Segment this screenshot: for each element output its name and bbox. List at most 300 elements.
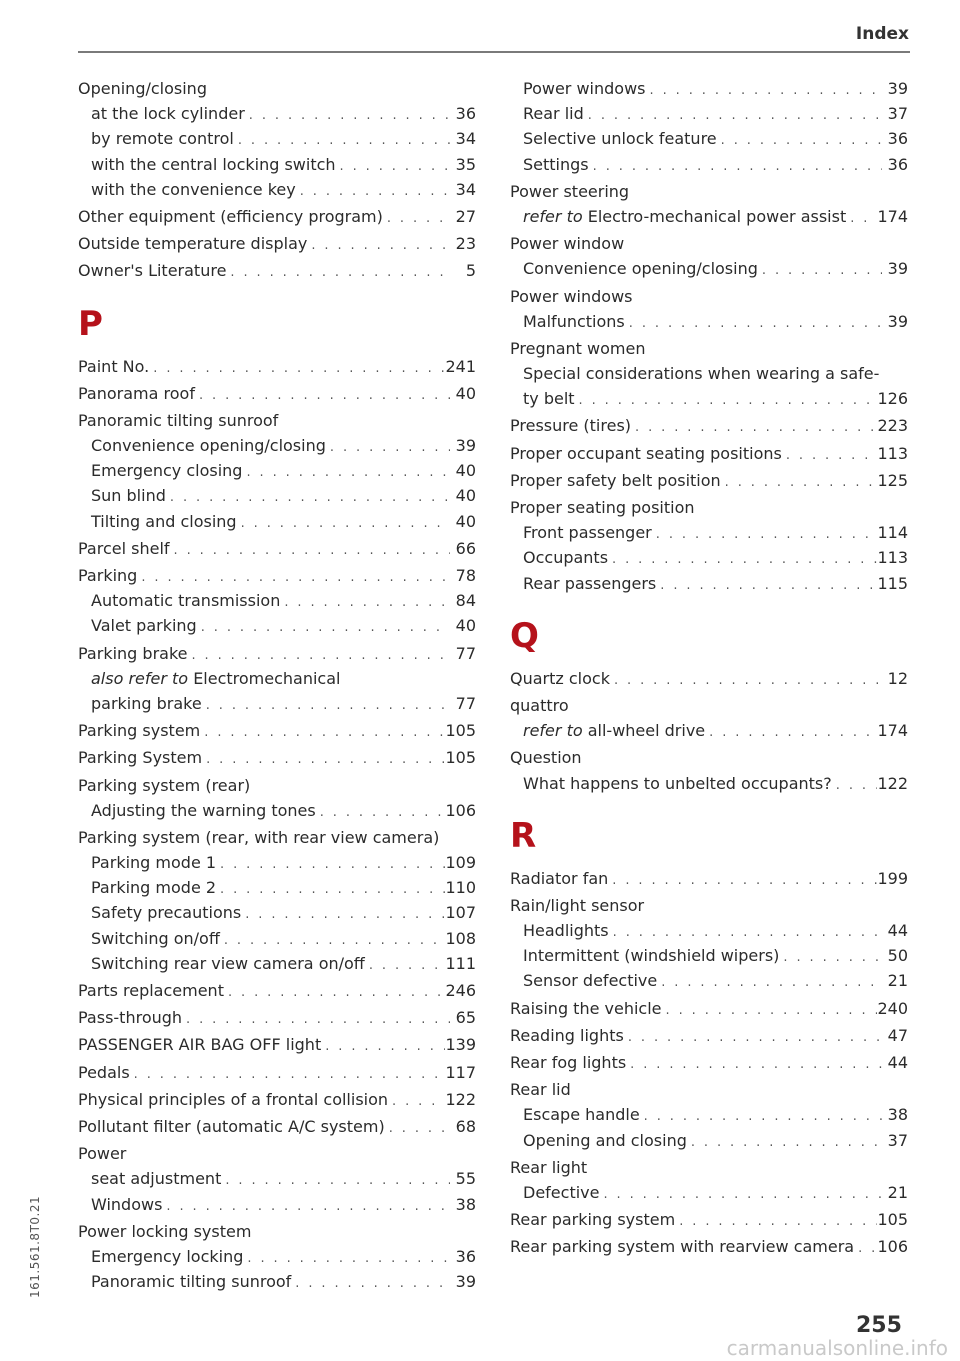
index-entry[interactable] bbox=[510, 204, 908, 229]
index-entry[interactable] bbox=[78, 354, 476, 379]
entry-text: Raising the vehicle bbox=[510, 998, 662, 1018]
entry-label bbox=[510, 745, 582, 770]
dot-leader bbox=[321, 1034, 445, 1059]
entry-page-number[interactable]: 199 bbox=[877, 868, 908, 888]
entry-page-number[interactable]: 55 bbox=[455, 1169, 476, 1189]
entry-page-number[interactable]: 40 bbox=[455, 616, 476, 636]
index-entry[interactable] bbox=[510, 1077, 908, 1102]
entry-label bbox=[91, 101, 245, 126]
entry-label bbox=[510, 336, 645, 361]
dot-leader bbox=[326, 435, 450, 460]
index-entry[interactable] bbox=[78, 258, 476, 283]
entry-page-number[interactable]: 35 bbox=[455, 154, 476, 174]
entry-page-number[interactable]: 106 bbox=[445, 800, 476, 820]
entry-text: with the convenience key bbox=[91, 179, 296, 199]
index-entry[interactable] bbox=[510, 545, 908, 570]
entry-label bbox=[78, 745, 202, 770]
dot-leader bbox=[162, 1194, 450, 1219]
index-entry[interactable] bbox=[78, 825, 476, 850]
entry-label bbox=[78, 1087, 388, 1112]
index-entry[interactable] bbox=[78, 1141, 476, 1166]
index-entry[interactable] bbox=[510, 968, 908, 993]
index-entry[interactable] bbox=[78, 1005, 476, 1030]
index-entry[interactable] bbox=[510, 309, 908, 334]
dot-leader bbox=[388, 1089, 445, 1114]
index-entry[interactable] bbox=[510, 1128, 908, 1153]
entry-label bbox=[91, 1244, 243, 1269]
entry-label bbox=[510, 866, 608, 891]
index-entry[interactable] bbox=[510, 126, 908, 151]
entry-label bbox=[510, 1207, 675, 1232]
index-entry[interactable] bbox=[510, 1234, 908, 1259]
entry-label bbox=[78, 1032, 321, 1057]
index-entry[interactable] bbox=[510, 520, 908, 545]
entry-label bbox=[91, 588, 280, 613]
entry-text: Panorama roof bbox=[78, 383, 195, 403]
entry-page-number[interactable]: 12 bbox=[887, 668, 908, 688]
entry-page-number[interactable]: 111 bbox=[445, 953, 476, 973]
entry-page-number[interactable]: 77 bbox=[455, 693, 476, 713]
entry-page-number[interactable]: 37 bbox=[887, 1130, 908, 1150]
dot-leader bbox=[220, 928, 446, 953]
entry-text: Tilting and closing bbox=[91, 511, 237, 531]
entry-label bbox=[523, 386, 575, 411]
entry-text: Safety precautions bbox=[91, 903, 242, 923]
entry-page-number[interactable]: 105 bbox=[445, 721, 476, 741]
entry-text: Radiator fan bbox=[510, 868, 609, 888]
index-entry[interactable] bbox=[78, 483, 476, 508]
entry-label bbox=[78, 231, 307, 256]
entry-label bbox=[91, 126, 234, 151]
dot-leader bbox=[608, 547, 877, 572]
dot-leader bbox=[166, 485, 450, 510]
dot-leader bbox=[610, 668, 882, 693]
index-entry[interactable] bbox=[510, 866, 908, 891]
entry-label bbox=[523, 1180, 599, 1205]
index-entry[interactable] bbox=[78, 381, 476, 406]
entry-text: Parking bbox=[78, 566, 138, 585]
entry-text: Pass-through bbox=[78, 1008, 183, 1028]
entry-label bbox=[91, 798, 316, 823]
entry-page-number[interactable]: 23 bbox=[455, 234, 476, 254]
index-entry[interactable] bbox=[78, 1060, 476, 1085]
entry-text: PASSENGER AIR BAG OFF light bbox=[78, 1035, 322, 1055]
page-number: 255 bbox=[856, 1313, 902, 1338]
index-entry[interactable] bbox=[78, 641, 476, 666]
dot-leader bbox=[200, 720, 445, 745]
entry-label bbox=[78, 536, 170, 561]
dot-leader bbox=[216, 877, 445, 902]
entry-text: Electromechanical bbox=[193, 668, 341, 688]
entry-label bbox=[523, 152, 589, 177]
entry-label bbox=[510, 179, 629, 204]
entry-text: Headlights bbox=[523, 921, 609, 941]
index-entry[interactable] bbox=[78, 588, 476, 613]
entry-text: Rear passengers bbox=[523, 573, 657, 593]
index-entry[interactable] bbox=[510, 1155, 908, 1180]
index-entry[interactable] bbox=[510, 918, 908, 943]
entry-text: Question bbox=[510, 748, 582, 768]
entry-page-number[interactable]: 36 bbox=[887, 129, 908, 149]
entry-page-number[interactable]: 117 bbox=[445, 1062, 476, 1082]
entry-text: seat adjustment bbox=[91, 1169, 222, 1189]
index-entry[interactable] bbox=[510, 152, 908, 177]
entry-text: Pressure (tires) bbox=[510, 416, 632, 436]
entry-label bbox=[510, 495, 695, 520]
watermark: carmanualsonline.info bbox=[726, 1336, 948, 1360]
entry-page-number[interactable]: 34 bbox=[455, 179, 476, 199]
entry-text: Opening/closing bbox=[78, 79, 207, 98]
entry-page-number[interactable]: 27 bbox=[455, 206, 476, 226]
entry-text: Malfunctions bbox=[523, 311, 625, 331]
entry-page-number[interactable]: 47 bbox=[887, 1025, 908, 1045]
entry-text: Pedals bbox=[78, 1062, 130, 1082]
entry-text: parking brake bbox=[91, 693, 202, 713]
index-entry[interactable] bbox=[510, 745, 908, 770]
entry-page-number[interactable]: 174 bbox=[877, 721, 908, 741]
index-entry[interactable] bbox=[510, 101, 908, 126]
entry-label bbox=[523, 718, 705, 743]
index-entry[interactable] bbox=[510, 1207, 908, 1232]
entry-label bbox=[510, 893, 644, 918]
index-entry[interactable] bbox=[78, 408, 476, 433]
index-entry[interactable] bbox=[78, 613, 476, 638]
entry-page-number[interactable]: 39 bbox=[887, 79, 908, 98]
dot-leader bbox=[687, 1130, 882, 1155]
entry-label bbox=[78, 1219, 251, 1244]
index-entry[interactable] bbox=[78, 563, 476, 588]
entry-page-number[interactable]: 240 bbox=[877, 998, 908, 1018]
entry-text: What happens to unbelted occupants? bbox=[523, 773, 832, 793]
entry-text: Parcel shelf bbox=[78, 538, 170, 558]
entry-page-number[interactable]: 65 bbox=[455, 1008, 476, 1028]
index-entry[interactable] bbox=[510, 1102, 908, 1127]
index-entry[interactable] bbox=[78, 1219, 476, 1244]
index-entry[interactable] bbox=[78, 1244, 476, 1269]
entry-label bbox=[510, 1077, 571, 1102]
entry-page-number[interactable]: 122 bbox=[877, 773, 908, 793]
entry-label bbox=[91, 483, 166, 508]
entry-text: Pollutant filter (automatic A/C system) bbox=[78, 1116, 385, 1136]
entry-label bbox=[78, 773, 250, 798]
entry-page-number[interactable]: 78 bbox=[455, 566, 476, 585]
entry-page-number[interactable]: 241 bbox=[445, 356, 476, 376]
entry-page-number[interactable]: 139 bbox=[445, 1035, 476, 1055]
dot-leader bbox=[383, 206, 450, 231]
entry-page-number[interactable]: 40 bbox=[455, 486, 476, 506]
entry-label bbox=[523, 545, 608, 570]
dot-leader bbox=[149, 356, 445, 381]
entry-page-number[interactable]: 66 bbox=[455, 538, 476, 558]
index-entry[interactable] bbox=[78, 745, 476, 770]
entry-page-number[interactable]: 36 bbox=[455, 104, 476, 124]
entry-label bbox=[78, 1005, 182, 1030]
index-entry[interactable] bbox=[510, 718, 908, 743]
index-entry[interactable] bbox=[78, 978, 476, 1003]
entry-text: Switching rear view camera on/off bbox=[91, 953, 365, 973]
index-entry[interactable] bbox=[78, 458, 476, 483]
dot-leader bbox=[646, 78, 883, 103]
entry-text: Intermittent (windshield wipers) bbox=[523, 946, 780, 966]
index-entry[interactable] bbox=[510, 441, 908, 466]
entry-text: Pregnant women bbox=[510, 338, 646, 358]
dot-leader bbox=[675, 1209, 877, 1234]
entry-label bbox=[91, 691, 202, 716]
entry-page-number[interactable]: 39 bbox=[887, 311, 908, 331]
entry-label bbox=[523, 520, 652, 545]
entry-page-number[interactable]: 39 bbox=[887, 259, 908, 279]
entry-page-number[interactable]: 122 bbox=[445, 1089, 476, 1109]
dot-leader bbox=[758, 258, 882, 283]
index-entry[interactable] bbox=[78, 900, 476, 925]
entry-label bbox=[78, 408, 278, 433]
index-entry[interactable] bbox=[510, 1180, 908, 1205]
index-entry[interactable] bbox=[510, 943, 908, 968]
entry-page-number[interactable]: 68 bbox=[455, 1116, 476, 1136]
entry-page-number[interactable]: 5 bbox=[465, 261, 476, 281]
index-entry[interactable] bbox=[510, 893, 908, 918]
entry-label bbox=[78, 978, 224, 1003]
entry-page-number[interactable]: 40 bbox=[455, 383, 476, 403]
entry-page-number[interactable]: 107 bbox=[445, 903, 476, 923]
section-letter: Q bbox=[510, 615, 539, 656]
entry-label bbox=[78, 76, 207, 101]
entry-page-number[interactable]: 21 bbox=[887, 971, 908, 991]
entry-page-number[interactable]: 44 bbox=[887, 1053, 908, 1072]
index-entry[interactable] bbox=[78, 177, 476, 202]
index-entry[interactable] bbox=[78, 850, 476, 875]
index-entry[interactable] bbox=[510, 1023, 908, 1048]
entry-text: Opening and closing bbox=[523, 1130, 687, 1150]
index-entry[interactable] bbox=[78, 666, 476, 691]
index-entry[interactable] bbox=[78, 101, 476, 126]
entry-text: Parking mode 1 bbox=[91, 853, 217, 873]
entry-text: Physical principles of a frontal collision bbox=[78, 1089, 389, 1109]
entry-text: at the lock cylinder bbox=[91, 104, 245, 124]
entry-page-number[interactable]: 113 bbox=[877, 548, 908, 568]
entry-page-number[interactable]: 77 bbox=[455, 643, 476, 663]
index-entry[interactable] bbox=[78, 204, 476, 229]
entry-label bbox=[91, 900, 241, 925]
entry-text: Parking system (rear) bbox=[78, 775, 251, 795]
index-entry[interactable] bbox=[78, 926, 476, 951]
index-entry[interactable] bbox=[510, 996, 908, 1021]
entry-label bbox=[510, 996, 662, 1021]
index-entry[interactable] bbox=[510, 336, 908, 361]
dot-leader bbox=[575, 388, 878, 413]
entry-text: Emergency locking bbox=[91, 1246, 244, 1266]
entry-page-number[interactable]: 126 bbox=[877, 389, 908, 409]
index-entry[interactable] bbox=[78, 509, 476, 534]
dot-leader bbox=[599, 1182, 882, 1207]
index-entry[interactable] bbox=[510, 1050, 908, 1075]
entry-text: Power bbox=[78, 1144, 127, 1164]
index-entry[interactable] bbox=[510, 693, 908, 718]
entry-page-number[interactable]: 113 bbox=[877, 443, 908, 463]
entry-page-number[interactable]: 84 bbox=[455, 591, 476, 611]
index-entry[interactable] bbox=[78, 231, 476, 256]
entry-text: Power locking system bbox=[78, 1221, 252, 1241]
entry-label bbox=[523, 256, 758, 281]
index-entry[interactable] bbox=[78, 433, 476, 458]
entry-text: Emergency closing bbox=[91, 461, 243, 481]
index-entry[interactable] bbox=[510, 284, 908, 309]
index-entry[interactable] bbox=[510, 76, 908, 101]
dot-leader bbox=[626, 1052, 882, 1077]
index-entry[interactable] bbox=[78, 951, 476, 976]
entry-label bbox=[91, 433, 326, 458]
entry-label bbox=[91, 926, 220, 951]
entry-text: Occupants bbox=[523, 548, 609, 568]
entry-page-number[interactable]: 125 bbox=[877, 470, 908, 490]
index-entry[interactable] bbox=[510, 495, 908, 520]
entry-page-number[interactable]: 39 bbox=[455, 436, 476, 456]
index-entry[interactable] bbox=[78, 1192, 476, 1217]
entry-text: Rear parking system with rearview camera bbox=[510, 1237, 855, 1257]
index-entry[interactable] bbox=[78, 875, 476, 900]
index-entry[interactable] bbox=[78, 1087, 476, 1112]
dot-leader bbox=[202, 693, 450, 718]
entry-label bbox=[91, 1269, 291, 1294]
index-entry[interactable] bbox=[510, 179, 908, 204]
index-entry[interactable] bbox=[78, 718, 476, 743]
entry-page-number[interactable]: 21 bbox=[887, 1182, 908, 1202]
entry-text: Proper occupant seating positions bbox=[510, 443, 782, 463]
page-header-title: Index bbox=[855, 24, 909, 44]
index-entry[interactable] bbox=[510, 386, 908, 411]
entry-page-number[interactable]: 109 bbox=[445, 853, 476, 873]
entry-label bbox=[523, 771, 832, 796]
index-entry[interactable] bbox=[510, 413, 908, 438]
index-entry[interactable] bbox=[78, 1166, 476, 1191]
entry-page-number[interactable]: 40 bbox=[455, 461, 476, 481]
dot-leader bbox=[316, 800, 446, 825]
entry-text: Parking system (rear, with rear view camera) bbox=[78, 827, 440, 847]
entry-label bbox=[91, 1192, 162, 1217]
entry-page-number[interactable]: 50 bbox=[887, 946, 908, 966]
entry-label bbox=[510, 413, 631, 438]
index-entry[interactable] bbox=[510, 231, 908, 256]
entry-text: Power windows bbox=[523, 79, 646, 98]
dot-leader bbox=[137, 565, 450, 590]
entry-page-number[interactable]: 36 bbox=[455, 1246, 476, 1266]
entry-page-number[interactable]: 38 bbox=[455, 1194, 476, 1214]
index-entry[interactable] bbox=[510, 361, 908, 386]
entry-label bbox=[510, 231, 624, 256]
entry-text: Settings bbox=[523, 154, 589, 174]
entry-text: Rear parking system bbox=[510, 1210, 676, 1230]
entry-page-number[interactable]: 105 bbox=[877, 1210, 908, 1230]
entry-label bbox=[510, 1234, 854, 1259]
entry-label bbox=[91, 850, 216, 875]
entry-page-number[interactable]: 114 bbox=[877, 523, 908, 543]
dot-leader bbox=[782, 443, 878, 468]
entry-text: Parking system bbox=[78, 721, 201, 741]
entry-page-number[interactable]: 38 bbox=[887, 1105, 908, 1125]
entry-text: Rear lid bbox=[510, 1080, 571, 1100]
entry-page-number[interactable]: 106 bbox=[877, 1237, 908, 1257]
index-entry[interactable] bbox=[510, 468, 908, 493]
entry-page-number[interactable]: 40 bbox=[455, 511, 476, 531]
entry-page-number[interactable]: 115 bbox=[877, 573, 908, 593]
entry-page-number[interactable]: 37 bbox=[887, 104, 908, 124]
index-entry[interactable] bbox=[78, 1269, 476, 1294]
index-entry[interactable] bbox=[78, 773, 476, 798]
dot-leader bbox=[296, 179, 450, 204]
index-entry[interactable] bbox=[510, 256, 908, 281]
entry-page-number[interactable]: 105 bbox=[445, 748, 476, 768]
index-entry[interactable] bbox=[510, 571, 908, 596]
dot-leader bbox=[170, 538, 450, 563]
entry-text: Automatic transmission bbox=[91, 591, 281, 611]
entry-label bbox=[523, 1128, 687, 1153]
index-entry[interactable] bbox=[78, 152, 476, 177]
entry-text: with the central locking switch bbox=[91, 154, 336, 174]
dot-leader bbox=[609, 920, 882, 945]
entry-page-number[interactable]: 246 bbox=[445, 981, 476, 1000]
entry-page-number[interactable]: 39 bbox=[455, 1272, 476, 1292]
entry-page-number[interactable]: 34 bbox=[455, 129, 476, 149]
entry-label bbox=[78, 1060, 130, 1085]
entry-page-number[interactable]: 174 bbox=[877, 206, 908, 226]
dot-leader bbox=[365, 953, 446, 978]
entry-label bbox=[91, 177, 296, 202]
entry-label bbox=[91, 951, 365, 976]
entry-text: Switching on/off bbox=[91, 928, 220, 948]
entry-text: Rear light bbox=[510, 1157, 588, 1177]
entry-prefix: refer to bbox=[523, 721, 583, 741]
entry-text: Rain/light sensor bbox=[510, 895, 645, 915]
entry-text: Parking mode 2 bbox=[91, 878, 217, 898]
section-letter: R bbox=[510, 815, 537, 856]
entry-text: Other equipment (efficiency program) bbox=[78, 206, 383, 226]
entry-text: Outside temperature display bbox=[78, 234, 308, 254]
entry-label bbox=[523, 918, 609, 943]
entry-label bbox=[78, 641, 187, 666]
index-entry[interactable] bbox=[78, 1114, 476, 1139]
entry-text: Front passenger bbox=[523, 523, 652, 543]
index-entry[interactable] bbox=[78, 536, 476, 561]
index-entry[interactable] bbox=[78, 691, 476, 716]
entry-label bbox=[78, 354, 149, 379]
index-entry[interactable] bbox=[510, 666, 908, 691]
entry-label bbox=[510, 1155, 587, 1180]
entry-label bbox=[78, 1114, 385, 1139]
dot-leader bbox=[705, 720, 877, 745]
index-entry[interactable] bbox=[78, 1032, 476, 1057]
entry-page-number[interactable]: 36 bbox=[887, 154, 908, 174]
entry-page-number[interactable]: 44 bbox=[887, 921, 908, 941]
index-entry[interactable] bbox=[78, 798, 476, 823]
entry-page-number[interactable]: 223 bbox=[877, 416, 908, 436]
dot-leader bbox=[221, 1168, 450, 1193]
entry-text: Defective bbox=[523, 1182, 600, 1202]
entry-text: Owner's Literature bbox=[78, 261, 227, 281]
dot-leader bbox=[721, 470, 878, 495]
index-entry[interactable] bbox=[78, 76, 476, 101]
dot-leader bbox=[291, 1271, 450, 1296]
index-entry[interactable] bbox=[510, 771, 908, 796]
entry-text: Windows bbox=[91, 1194, 163, 1214]
dot-leader bbox=[307, 233, 450, 258]
entry-label bbox=[510, 1050, 626, 1075]
entry-label bbox=[78, 204, 383, 229]
index-entry[interactable] bbox=[78, 126, 476, 151]
entry-page-number[interactable]: 110 bbox=[445, 878, 476, 898]
entry-page-number[interactable]: 108 bbox=[445, 928, 476, 948]
entry-text: Rear fog lights bbox=[510, 1053, 627, 1072]
entry-text: Escape handle bbox=[523, 1105, 640, 1125]
